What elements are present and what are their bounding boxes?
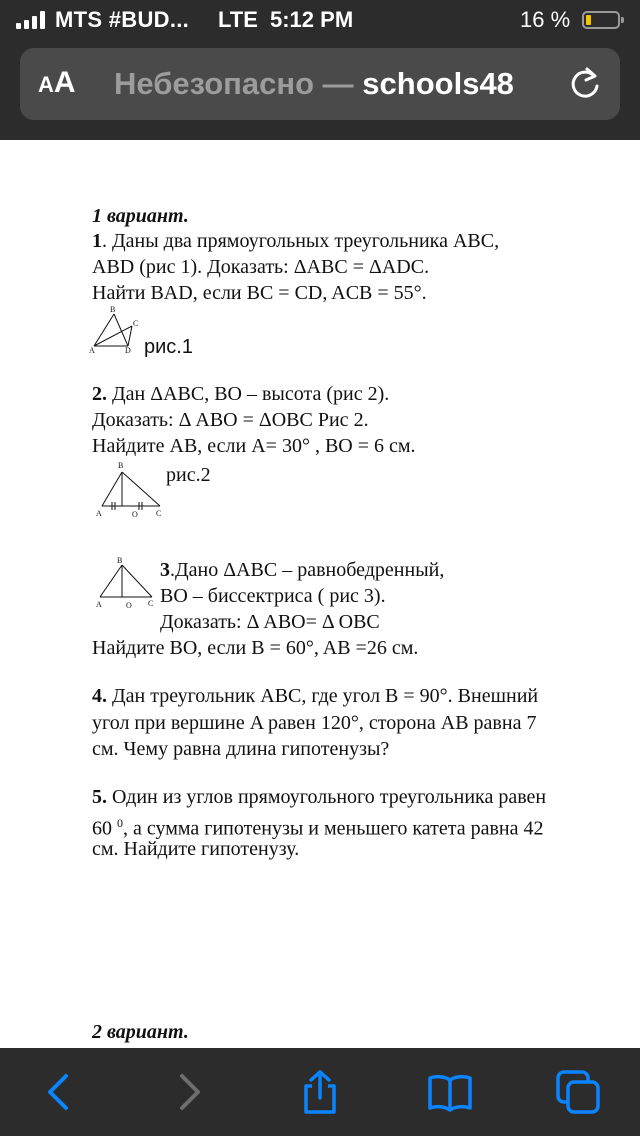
figure-2-caption: рис.2	[166, 464, 211, 486]
fig1-label-b: B	[110, 305, 116, 314]
problem4-line2: угол при вершине A равен 120°, сторона AB равна 7	[92, 712, 537, 734]
problem5-line3: см. Найдите гипотенузу.	[92, 838, 300, 860]
problem3-line4: Найдите BO, если B = 60°, AB =26 см.	[92, 637, 419, 659]
problem2-line3: Найдите AB, если A= 30° , BO = 6 см.	[92, 435, 416, 457]
browser-top-chrome	[0, 0, 640, 140]
url-host: schools48	[362, 66, 514, 101]
problem4-line1: 4. Дан треугольник ABC, где угол B = 90°. Внешний	[92, 685, 539, 707]
browser-toolbar	[0, 1048, 640, 1136]
status-bar	[0, 0, 640, 40]
problem1-line1: 1. Даны два прямоугольных треугольника ABC,	[92, 230, 500, 252]
fig1-label-a: A	[89, 346, 95, 354]
fig2-label-c: C	[156, 509, 162, 518]
reload-icon[interactable]	[568, 66, 602, 102]
clock: 5:12 PM	[270, 7, 354, 32]
problem3-line3: Доказать: Δ ABO= Δ OBC	[160, 611, 380, 633]
problem4-line3: см. Чему равна длина гипотенузы?	[92, 738, 390, 760]
url-text[interactable]	[114, 66, 554, 102]
problem2-line2: Доказать: Δ ABO = ΔOBC Рис 2.	[92, 409, 369, 431]
battery-icon	[582, 11, 620, 29]
fig3-label-c: C	[148, 599, 154, 608]
not-secure-label: Небезопасно —	[114, 66, 354, 101]
fig2-label-o: O	[132, 510, 138, 518]
problem5-line1: 5. Один из углов прямоугольного треугольника равен	[92, 786, 547, 808]
problem1-line2: ABD (рис 1). Доказать: ΔABC = ΔADC.	[92, 256, 430, 278]
figure-3-triangle	[92, 555, 158, 615]
fig3-label-o: O	[126, 601, 132, 610]
problem5-line2: 60 $^0$, а сумма гипотенузы и меньшего катета равна 42	[92, 816, 544, 840]
figure-1-triangles	[88, 304, 140, 354]
chevron-right-icon[interactable]	[166, 1070, 210, 1114]
fig1-label-d: D	[125, 346, 131, 354]
book-icon[interactable]	[428, 1070, 472, 1114]
fig3-label-a: A	[96, 600, 102, 609]
fig2-label-b: B	[118, 461, 124, 470]
problem2-line1: 2. Дан ΔABC, BO – высота (рис 2).	[92, 383, 390, 405]
fig2-label-a: A	[96, 509, 102, 518]
chevron-left-icon[interactable]	[38, 1070, 82, 1114]
share-icon[interactable]	[298, 1070, 342, 1114]
address-bar[interactable]	[20, 48, 620, 120]
fig1-label-c: C	[133, 319, 139, 328]
problem3-line1: 3.Дано ΔABC – равнобедренный,	[160, 559, 445, 581]
tabs-icon[interactable]	[556, 1070, 600, 1114]
variant1-heading: 1 вариант.	[92, 205, 189, 227]
signal-strength-icon	[16, 11, 45, 29]
fig3-label-b: B	[117, 556, 123, 565]
text-size-button[interactable]: AA	[38, 66, 76, 99]
variant2-heading: 2 вариант.	[92, 1021, 189, 1043]
document-page	[0, 140, 640, 1048]
network-type: LTE	[218, 7, 258, 32]
figure-2-triangle	[92, 458, 168, 518]
battery-percent: 16 %	[520, 7, 571, 32]
problem3-line2: BO – биссектриса ( рис 3).	[160, 585, 386, 607]
carrier-name: MTS #BUD...	[55, 7, 190, 32]
figure-1-caption: рис.1	[144, 336, 193, 358]
problem1-line3: Найти BAD, если BC = CD, ACB = 55°.	[92, 282, 427, 304]
